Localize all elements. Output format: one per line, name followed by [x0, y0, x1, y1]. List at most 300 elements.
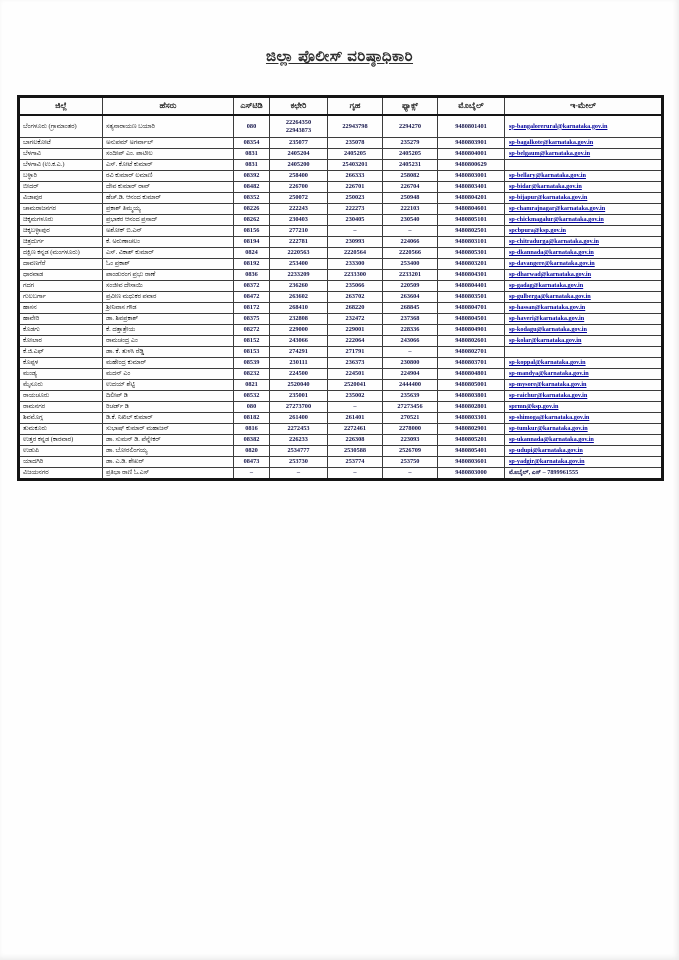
cell-fax: 226704 — [383, 182, 438, 193]
cell-home-phone: 25403201 — [328, 160, 383, 171]
cell-office-phone: 27273700 — [270, 402, 328, 413]
table-row — [19, 446, 663, 457]
cell-name: ರಾಮಚಂದ್ರ ಎಂ — [103, 336, 234, 347]
cell-email — [505, 402, 663, 413]
cell-name: ಪ್ರಕಾಶ್ ತಿಮ್ಮಯ್ಯ — [103, 204, 234, 215]
cell-office-phone: 222781 — [270, 237, 328, 248]
cell-district: ಶಿವಮೊಗ್ಗ — [19, 413, 103, 424]
cell-std-code: 080 — [234, 402, 270, 413]
cell-district: ಗದಗ — [19, 281, 103, 292]
cell-name: ಎಸ್. ಕೋಟೆ ಕುಮಾರ್ — [103, 160, 234, 171]
cell-fax: – — [383, 226, 438, 237]
cell-office-phone: 222243 — [270, 204, 328, 215]
table-body — [19, 115, 663, 480]
cell-fax: 235279 — [383, 138, 438, 149]
cell-office-phone: 258400 — [270, 171, 328, 182]
cell-office-phone: 2233209 — [270, 270, 328, 281]
cell-home-phone: 2272461 — [328, 424, 383, 435]
cell-office-phone: 243066 — [270, 336, 328, 347]
cell-mobile: 9480803801 — [438, 391, 505, 402]
cell-fax: 2233201 — [383, 270, 438, 281]
table-row — [19, 115, 663, 138]
email-link[interactable]: sp-bidar@karnataka.gov.in — [509, 183, 582, 190]
table-row — [19, 413, 663, 424]
cell-home-phone: 222273 — [328, 204, 383, 215]
cell-office-phone: 277210 — [270, 226, 328, 237]
cell-mobile: 9480804201 — [438, 193, 505, 204]
email-link[interactable]: sp-bagalkote@karnataka.gov.in — [509, 139, 594, 146]
cell-fax: 258082 — [383, 171, 438, 182]
email-link[interactable]: sp-bangalorerural@karnataka.gov.in — [509, 122, 608, 130]
cell-office-phone: 263602 — [270, 292, 328, 303]
cell-office-phone: 253730 — [270, 457, 328, 468]
cell-fax: 270521 — [383, 413, 438, 424]
cell-email — [505, 435, 663, 446]
cell-office-phone: 250072 — [270, 193, 328, 204]
cell-fax: 2405205 — [383, 149, 438, 160]
cell-email — [505, 149, 663, 160]
email-link[interactable]: sp-ukannada@karnataka.gov.in — [509, 436, 594, 443]
cell-home-phone: 224501 — [328, 369, 383, 380]
cell-std-code: 0820 — [234, 446, 270, 457]
cell-fax: 235639 — [383, 391, 438, 402]
office-phone-line2: 22943873 — [285, 126, 312, 134]
cell-name: ಓಂ ಪ್ರಕಾಶ್ — [103, 259, 234, 270]
cell-home-phone: 222064 — [328, 336, 383, 347]
cell-district: ಕೆ.ಜಿ.ಎಫ್ — [19, 347, 103, 358]
header-fax: ಫ್ಯಾಕ್ಸ್ — [383, 97, 438, 116]
cell-email — [505, 380, 663, 391]
cell-std-code: 0816 — [234, 424, 270, 435]
cell-email — [505, 468, 663, 480]
cell-district: ಮಂಡ್ಯ — [19, 369, 103, 380]
cell-mobile: 9480801401 — [438, 115, 505, 138]
page-title-text: ಜಿಲ್ಲಾ ಪೊಲೀಸ್ ವರಿಷ್ಠಾಧಿಕಾರಿ — [265, 49, 414, 65]
cell-office-phone: – — [270, 468, 328, 480]
cell-home-phone: 235002 — [328, 391, 383, 402]
email-link[interactable]: sp-kolar@karnataka.gov.in — [509, 337, 582, 344]
cell-home-phone: 253774 — [328, 457, 383, 468]
sp-contact-table — [17, 95, 664, 481]
email-link[interactable]: sp-shimoga@karnataka.gov.in — [509, 414, 590, 421]
cell-email — [505, 270, 663, 281]
table-row — [19, 457, 663, 468]
cell-district: ಉಡುಪಿ — [19, 446, 103, 457]
table-row — [19, 237, 663, 248]
table-row — [19, 182, 663, 193]
table-row — [19, 248, 663, 259]
email-link[interactable]: sp-raichur@karnataka.gov.in — [509, 392, 588, 399]
cell-home-phone: 230405 — [328, 215, 383, 226]
cell-name: ಕೆ. ದತ್ತಾತ್ರೇಯ — [103, 325, 234, 336]
cell-mobile: 9480804901 — [438, 325, 505, 336]
cell-std-code: 08532 — [234, 391, 270, 402]
cell-std-code: 08226 — [234, 204, 270, 215]
cell-fax: 228336 — [383, 325, 438, 336]
cell-std-code: 08156 — [234, 226, 270, 237]
cell-email — [505, 292, 663, 303]
table-row — [19, 380, 663, 391]
cell-name: ಸಂಜೀವ ದೇಸಾಯಿ — [103, 281, 234, 292]
table-row — [19, 336, 663, 347]
cell-district: ಬಳ್ಳಾರಿ — [19, 171, 103, 182]
cell-email — [505, 347, 663, 358]
cell-std-code: 08539 — [234, 358, 270, 369]
cell-home-phone: 235066 — [328, 281, 383, 292]
email-link[interactable]: sp-kodagu@karnataka.gov.in — [509, 326, 587, 333]
cell-office-phone: 236260 — [270, 281, 328, 292]
cell-name: ಪಾಂಡುರಂಗ ಪ್ರಭು ರಾಣೆ — [103, 270, 234, 281]
cell-std-code: 0821 — [234, 380, 270, 391]
table-row — [19, 160, 663, 171]
cell-email — [505, 446, 663, 457]
cell-district: ದಾವಣಗೆರೆ — [19, 259, 103, 270]
cell-name: ಮಹೇಂದ್ರ ಕುಮಾರ್ — [103, 358, 234, 369]
email-link[interactable]: sp-bijapur@karnataka.gov.in — [509, 194, 588, 201]
cell-office-phone: 2520040 — [270, 380, 328, 391]
cell-home-phone: 266333 — [328, 171, 383, 182]
email-note: ಮೊಬೈಲ್, ಎಸ್ – 7899961555 — [509, 469, 579, 476]
cell-email — [505, 115, 663, 138]
email-link[interactable]: sp-tumkur@karnataka.gov.in — [509, 425, 588, 432]
cell-email — [505, 303, 663, 314]
header-std: ಎಸ್‌ಟಿಡಿ — [234, 97, 270, 116]
cell-mobile: 9480803201 — [438, 259, 505, 270]
cell-mobile: 9480803000 — [438, 468, 505, 480]
cell-email — [505, 215, 663, 226]
email-link[interactable]: sp-udupi@karnataka.gov.in — [509, 447, 583, 454]
cell-std-code: 08382 — [234, 435, 270, 446]
cell-office-phone: 2220563 — [270, 248, 328, 259]
cell-office-phone: 274291 — [270, 347, 328, 358]
cell-mobile: 9480802501 — [438, 226, 505, 237]
cell-email — [505, 182, 663, 193]
table-row — [19, 204, 663, 215]
table-row — [19, 402, 663, 413]
table-header-row — [19, 97, 663, 116]
cell-std-code: 080 — [234, 115, 270, 138]
cell-name: ಸುಭಾಷ್ ಕುಮಾರ್ ಮಹಾಜನ್ — [103, 424, 234, 435]
cell-std-code: 08262 — [234, 215, 270, 226]
cell-mobile: 9480803601 — [438, 457, 505, 468]
cell-mobile: 9480804001 — [438, 149, 505, 160]
cell-home-phone: 22943798 — [328, 115, 383, 138]
cell-district: ಮೈಸೂರು — [19, 380, 103, 391]
cell-mobile: 9480803401 — [438, 182, 505, 193]
cell-office-phone: 235077 — [270, 138, 328, 149]
cell-office-phone: 224500 — [270, 369, 328, 380]
cell-fax: 224904 — [383, 369, 438, 380]
table-row — [19, 314, 663, 325]
email-link[interactable]: sp-hassan@karnataka.gov.in — [509, 304, 586, 311]
cell-std-code: 08472 — [234, 292, 270, 303]
cell-mobile: 9480804701 — [438, 303, 505, 314]
cell-district: ಚಾಮರಾಜನಗರ — [19, 204, 103, 215]
cell-std-code: 08192 — [234, 259, 270, 270]
table-row — [19, 292, 663, 303]
cell-office-phone: 235001 — [270, 391, 328, 402]
cell-mobile: 9480805201 — [438, 435, 505, 446]
cell-email — [505, 237, 663, 248]
cell-fax: 220509 — [383, 281, 438, 292]
email-link[interactable]: sp-gadag@karnataka.gov.in — [509, 282, 584, 289]
cell-home-phone: 2233300 — [328, 270, 383, 281]
office-phone-line1: 22264350 — [285, 118, 312, 126]
cell-name: ಅನುಪಮ್ ಅಗರ್ವಾಲ್ — [103, 138, 234, 149]
cell-name: ಪ್ರವೀಣ ಮಧುಕರ ಪವಾರ — [103, 292, 234, 303]
cell-name: ಎಸ್. ವಿಕಾಶ್ ಕುಮಾರ್ — [103, 248, 234, 259]
cell-mobile: 9480803701 — [438, 358, 505, 369]
cell-std-code: 08182 — [234, 413, 270, 424]
header-email: ಇ-ಮೇಲ್ — [505, 97, 663, 116]
cell-email — [505, 325, 663, 336]
cell-std-code: 08153 — [234, 347, 270, 358]
cell-district: ರಾಮನಗರ — [19, 402, 103, 413]
cell-fax: 2294270 — [383, 115, 438, 138]
cell-fax: 27273456 — [383, 402, 438, 413]
email-link[interactable]: sp-chamrajnagar@karnataka.gov.in — [509, 205, 606, 212]
cell-name: ಡಾ. ಎ.ಡಿ. ಶೇಖರ್ — [103, 457, 234, 468]
cell-mobile: 9480805101 — [438, 215, 505, 226]
cell-email — [505, 358, 663, 369]
cell-office-phone — [270, 115, 328, 138]
cell-std-code: 08473 — [234, 457, 270, 468]
cell-district: ಕೊಡಗು — [19, 325, 103, 336]
email-link[interactable]: sp-haveri@karnataka.gov.in — [509, 315, 585, 322]
table-row — [19, 347, 663, 358]
cell-home-phone: 263702 — [328, 292, 383, 303]
email-link[interactable]: sp-chickmagalur@karnataka.gov.in — [509, 216, 604, 223]
cell-mobile: 9480804801 — [438, 369, 505, 380]
cell-fax: – — [383, 468, 438, 480]
cell-email — [505, 413, 663, 424]
cell-home-phone: 271791 — [328, 347, 383, 358]
cell-district: ಕೋಲಾರ — [19, 336, 103, 347]
header-district: ಜಿಲ್ಲೆ — [19, 97, 103, 116]
cell-home-phone: 226701 — [328, 182, 383, 193]
cell-std-code: 0824 — [234, 248, 270, 259]
email-link[interactable]: sp-bellary@karnataka.gov.in — [509, 172, 586, 179]
email-link[interactable]: sp-yadgir@karnataka.gov.in — [509, 458, 585, 465]
cell-home-phone: 232472 — [328, 314, 383, 325]
table-row — [19, 149, 663, 160]
email-link[interactable]: sp-dharwad@karnataka.gov.in — [509, 271, 592, 278]
cell-fax: 2526709 — [383, 446, 438, 457]
cell-home-phone: 230993 — [328, 237, 383, 248]
email-link[interactable]: sp-chitradurga@karnataka.gov.in — [509, 238, 599, 245]
cell-name: ಡಾ. ಬೋರಲಿಂಗಯ್ಯ — [103, 446, 234, 457]
cell-district: ರಾಯಚೂರು — [19, 391, 103, 402]
cell-home-phone: – — [328, 468, 383, 480]
cell-office-phone: 261400 — [270, 413, 328, 424]
cell-district: ಬೀದರ್ — [19, 182, 103, 193]
cell-fax: 237368 — [383, 314, 438, 325]
header-office: ಕಛೇರಿ — [270, 97, 328, 116]
cell-home-phone: 2405205 — [328, 149, 383, 160]
cell-name: ಹೆಚ್.ಡಿ. ಆನಂದ ಕುಮಾರ್ — [103, 193, 234, 204]
cell-email — [505, 369, 663, 380]
cell-mobile: 9480804601 — [438, 204, 505, 215]
cell-fax: 230800 — [383, 358, 438, 369]
cell-district: ಚಿಕ್ಕಮಗಳೂರು — [19, 215, 103, 226]
table-row — [19, 270, 663, 281]
cell-office-phone: 226233 — [270, 435, 328, 446]
cell-name: ಮದನ್ ಎಂ — [103, 369, 234, 380]
cell-office-phone: 232808 — [270, 314, 328, 325]
table-row — [19, 193, 663, 204]
cell-mobile: 9480802601 — [438, 336, 505, 347]
cell-std-code: – — [234, 468, 270, 480]
cell-home-phone: 229001 — [328, 325, 383, 336]
table-row — [19, 281, 663, 292]
cell-email — [505, 138, 663, 149]
cell-name: ಡಾ. ಶಿವಪ್ರಕಾಶ್ — [103, 314, 234, 325]
cell-fax: 250948 — [383, 193, 438, 204]
email-link[interactable]: sp-gulberga@karnataka.gov.in — [509, 293, 591, 300]
cell-district: ಹಾಸನ — [19, 303, 103, 314]
table-row — [19, 424, 663, 435]
table-row — [19, 259, 663, 270]
cell-home-phone: 226308 — [328, 435, 383, 446]
cell-office-phone: 2405200 — [270, 160, 328, 171]
cell-fax: 230540 — [383, 215, 438, 226]
cell-mobile: 9480804501 — [438, 314, 505, 325]
table-row — [19, 325, 663, 336]
cell-email — [505, 248, 663, 259]
cell-office-phone: 226700 — [270, 182, 328, 193]
cell-office-phone: 2272453 — [270, 424, 328, 435]
cell-district: ಕೊಪ್ಪಳ — [19, 358, 103, 369]
cell-office-phone: 253400 — [270, 259, 328, 270]
cell-name: ರವಿ ಕುಮಾರ್ ಲಮಾಣಿ — [103, 171, 234, 182]
email-link[interactable]: sp-mysore@karnataka.gov.in — [509, 381, 587, 388]
cell-district: ಹಾವೇರಿ — [19, 314, 103, 325]
cell-fax: 2444400 — [383, 380, 438, 391]
cell-std-code: 08392 — [234, 171, 270, 182]
cell-office-phone: 2405204 — [270, 149, 328, 160]
cell-fax: 222103 — [383, 204, 438, 215]
cell-std-code: 08152 — [234, 336, 270, 347]
cell-email — [505, 204, 663, 215]
cell-std-code: 0836 — [234, 270, 270, 281]
table-row — [19, 435, 663, 446]
cell-home-phone: – — [328, 226, 383, 237]
cell-name: ಉದಯ್ ಶೆಟ್ಟಿ — [103, 380, 234, 391]
table-row — [19, 391, 663, 402]
email-link[interactable]: sp-mandya@karnataka.gov.in — [509, 370, 589, 377]
cell-name: ಸಂದೀಪ್ ಎಂ. ಪಾಟೀಲ — [103, 149, 234, 160]
cell-name: ಪ್ರತಿಭಾ ರಾಣಿ ಓ.ಎಸ್ — [103, 468, 234, 480]
cell-district: ಚಿತ್ರದುರ್ಗ — [19, 237, 103, 248]
table-row — [19, 215, 663, 226]
cell-email — [505, 160, 663, 171]
cell-name: ಸತ್ಯನಾರಾಯಣ ಬಯಾರಿ — [103, 115, 234, 138]
cell-mobile: 9480804401 — [438, 281, 505, 292]
cell-std-code: 0831 — [234, 160, 270, 171]
cell-district: ಬೆಳಗಾವಿ (ಉ.ಕ.ಎ.) — [19, 160, 103, 171]
cell-name: ರಿಚರ್ಡ್ ಡಿ — [103, 402, 234, 413]
cell-std-code: 08232 — [234, 369, 270, 380]
cell-district: ಬೆಂಗಳೂರು (ಗ್ರಾಮಾಂತರ) — [19, 115, 103, 138]
email-link[interactable]: sp-dkannada@karnataka.gov.in — [509, 249, 594, 256]
cell-email — [505, 171, 663, 182]
cell-fax: 253750 — [383, 457, 438, 468]
header-home: ಗೃಹ — [328, 97, 383, 116]
cell-fax: 2405231 — [383, 160, 438, 171]
cell-home-phone: 235078 — [328, 138, 383, 149]
cell-home-phone: – — [328, 402, 383, 413]
cell-district: ಚಿಕ್ಕಬಳ್ಳಾಪುರ — [19, 226, 103, 237]
cell-email — [505, 314, 663, 325]
cell-fax: 2220566 — [383, 248, 438, 259]
cell-district: ಧಾರವಾಡ — [19, 270, 103, 281]
email-link[interactable]: sp-belgaum@karnataka.gov.in — [509, 150, 591, 157]
cell-fax: 243066 — [383, 336, 438, 347]
page-title — [0, 0, 679, 66]
cell-std-code: 08354 — [234, 138, 270, 149]
cell-mobile: 9480805001 — [438, 380, 505, 391]
cell-mobile: 9480805401 — [438, 446, 505, 457]
cell-name: ಪ್ರಭಾಕರ ಆನಂದ ಪ್ರಸಾದ್ — [103, 215, 234, 226]
cell-std-code: 08352 — [234, 193, 270, 204]
cell-mobile: 9480803101 — [438, 237, 505, 248]
cell-email — [505, 336, 663, 347]
cell-home-phone: 2220564 — [328, 248, 383, 259]
cell-std-code: 08272 — [234, 325, 270, 336]
cell-district: ಯಾದಗಿರಿ — [19, 457, 103, 468]
cell-home-phone: 2530588 — [328, 446, 383, 457]
cell-email — [505, 226, 663, 237]
cell-std-code: 08482 — [234, 182, 270, 193]
cell-fax: – — [383, 347, 438, 358]
cell-name: ಅಶೋಕ್ ಬಿ.ಎನ್ — [103, 226, 234, 237]
email-link[interactable]: sp-davangere@karnataka.gov.in — [509, 260, 595, 267]
cell-home-phone: 268220 — [328, 303, 383, 314]
cell-home-phone: 236373 — [328, 358, 383, 369]
cell-office-phone: 229000 — [270, 325, 328, 336]
header-name: ಹೆಸರು — [103, 97, 234, 116]
email-link[interactable]: spcbpura@ksp.gov.in — [509, 227, 566, 234]
cell-email — [505, 457, 663, 468]
email-link[interactable]: sprmn@ksp.gov.in — [509, 403, 559, 410]
cell-fax: 268845 — [383, 303, 438, 314]
cell-mobile: 9480805301 — [438, 248, 505, 259]
cell-home-phone: 250023 — [328, 193, 383, 204]
cell-email — [505, 424, 663, 435]
cell-fax: 253400 — [383, 259, 438, 270]
email-link[interactable]: sp-koppal@karnataka.gov.in — [509, 359, 586, 366]
table-row — [19, 226, 663, 237]
cell-home-phone: 261401 — [328, 413, 383, 424]
cell-mobile: 9480802701 — [438, 347, 505, 358]
header-mobile: ಮೊಬೈಲ್ — [438, 97, 505, 116]
cell-std-code: 08372 — [234, 281, 270, 292]
table-row — [19, 468, 663, 480]
cell-district: ವಿಜಯನಗರ — [19, 468, 103, 480]
cell-std-code: 08375 — [234, 314, 270, 325]
cell-std-code: 0831 — [234, 149, 270, 160]
cell-name: ಡಾ. ಸುಮನ್ ಡಿ. ಪೆನ್ನೇಕರ್ — [103, 435, 234, 446]
cell-fax: 223093 — [383, 435, 438, 446]
cell-mobile: 9480803501 — [438, 292, 505, 303]
cell-district: ಬಾಗಲಕೋಟೆ — [19, 138, 103, 149]
cell-mobile: 9480804301 — [438, 270, 505, 281]
cell-district: ದಕ್ಷಿಣ ಕನ್ನಡ (ಮಂಗಳೂರು) — [19, 248, 103, 259]
cell-office-phone: 268410 — [270, 303, 328, 314]
cell-district: ವಿಜಾಪುರ — [19, 193, 103, 204]
cell-district: ಗುಲಬರ್ಗಾ — [19, 292, 103, 303]
cell-name: ಶ್ರೀನಿವಾಸ ಗೌಡ — [103, 303, 234, 314]
